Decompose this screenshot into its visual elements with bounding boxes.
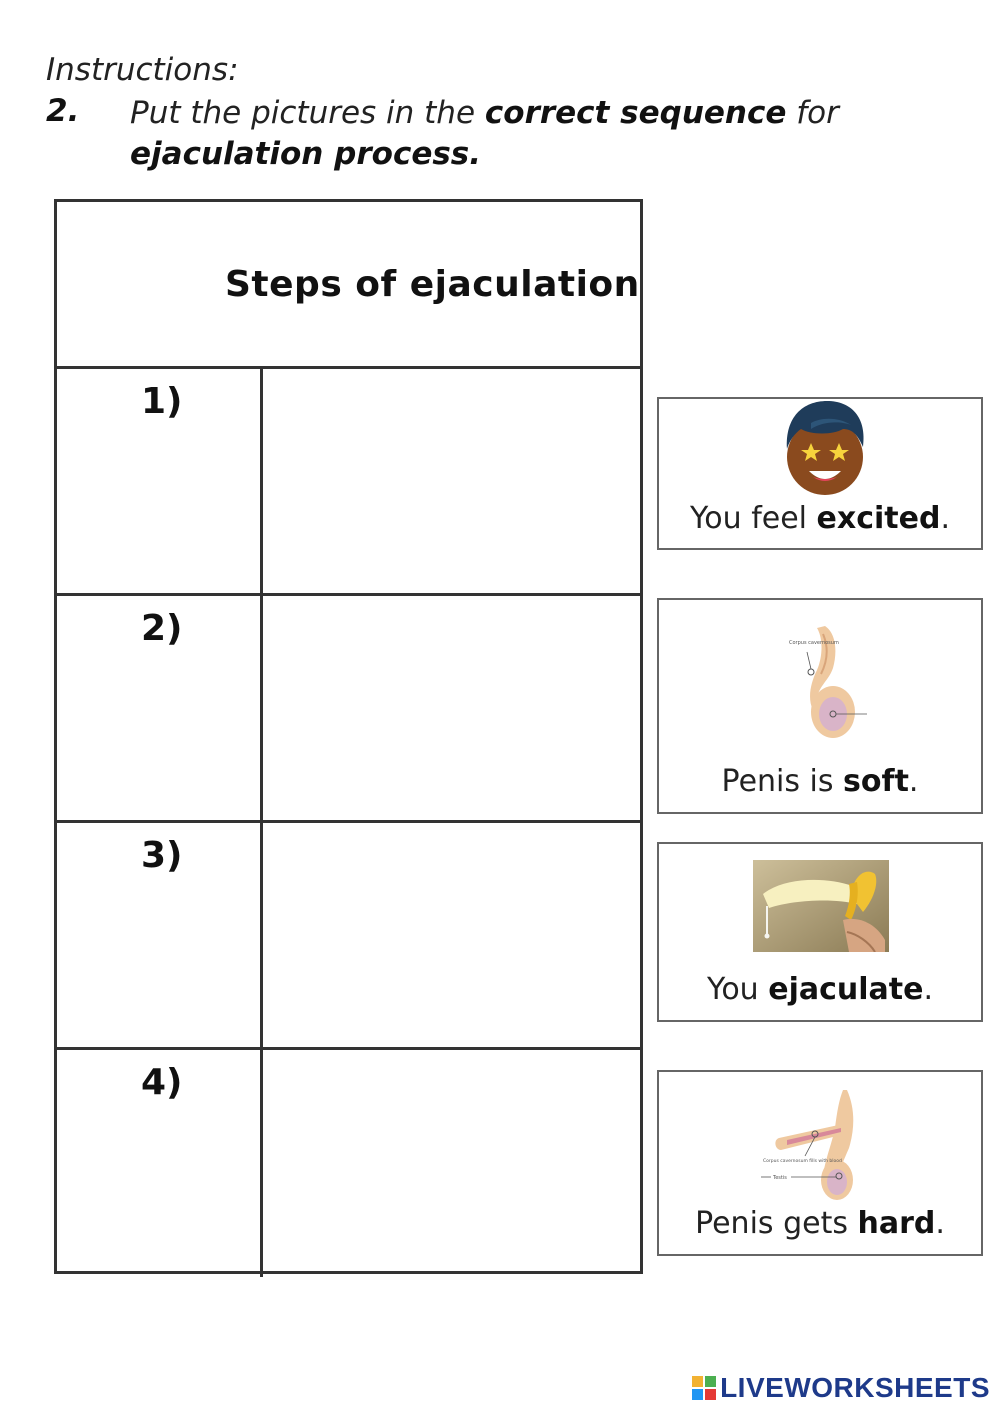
- brand-name: LIVEWORKSHEETS: [720, 1372, 990, 1403]
- card-caption: Penis is soft.: [721, 764, 919, 799]
- drop-zone-step-1[interactable]: [263, 369, 640, 593]
- step-number: 2): [141, 608, 183, 649]
- hard-anatomy-diagram: [751, 1088, 881, 1202]
- card-soft[interactable]: [657, 598, 983, 814]
- card-hard[interactable]: [657, 1070, 983, 1256]
- step-row: [57, 823, 640, 1050]
- card-ejaculate[interactable]: [657, 842, 983, 1022]
- drop-zone-step-3[interactable]: [263, 823, 640, 1047]
- table-header: [57, 202, 640, 369]
- steps-table: [54, 199, 643, 1274]
- step-row: [57, 1050, 640, 1277]
- liveworksheets-logo-icon: [692, 1376, 716, 1400]
- diagram-label-testis: Testis: [773, 1175, 787, 1181]
- diagram-label: Corpus cavernosum fills with blood: [763, 1159, 842, 1164]
- drop-zone-step-2[interactable]: [263, 596, 640, 820]
- soft-anatomy-diagram: [767, 624, 877, 742]
- question-number: 2.: [46, 93, 80, 129]
- banana-photo: [753, 860, 889, 952]
- card-caption: You feel excited.: [689, 501, 951, 536]
- step-row: [57, 369, 640, 596]
- liveworksheets-brand[interactable]: [692, 1372, 990, 1404]
- step-number: 1): [141, 381, 183, 422]
- table-title: Steps of ejaculation: [225, 264, 640, 305]
- step-number: 3): [141, 835, 183, 876]
- step-number: 4): [141, 1062, 183, 1103]
- card-caption: You ejaculate.: [706, 972, 934, 1007]
- drop-zone-step-4[interactable]: [263, 1050, 640, 1277]
- excited-face-icon: [781, 399, 869, 497]
- instructions-label: Instructions:: [46, 52, 239, 88]
- question-text: Put the pictures in the correct sequence for ejaculation process.: [130, 95, 839, 172]
- step-row: [57, 596, 640, 823]
- card-excited[interactable]: [657, 397, 983, 550]
- diagram-label: Corpus cavernosum: [789, 640, 839, 646]
- card-caption: Penis gets hard.: [695, 1206, 945, 1241]
